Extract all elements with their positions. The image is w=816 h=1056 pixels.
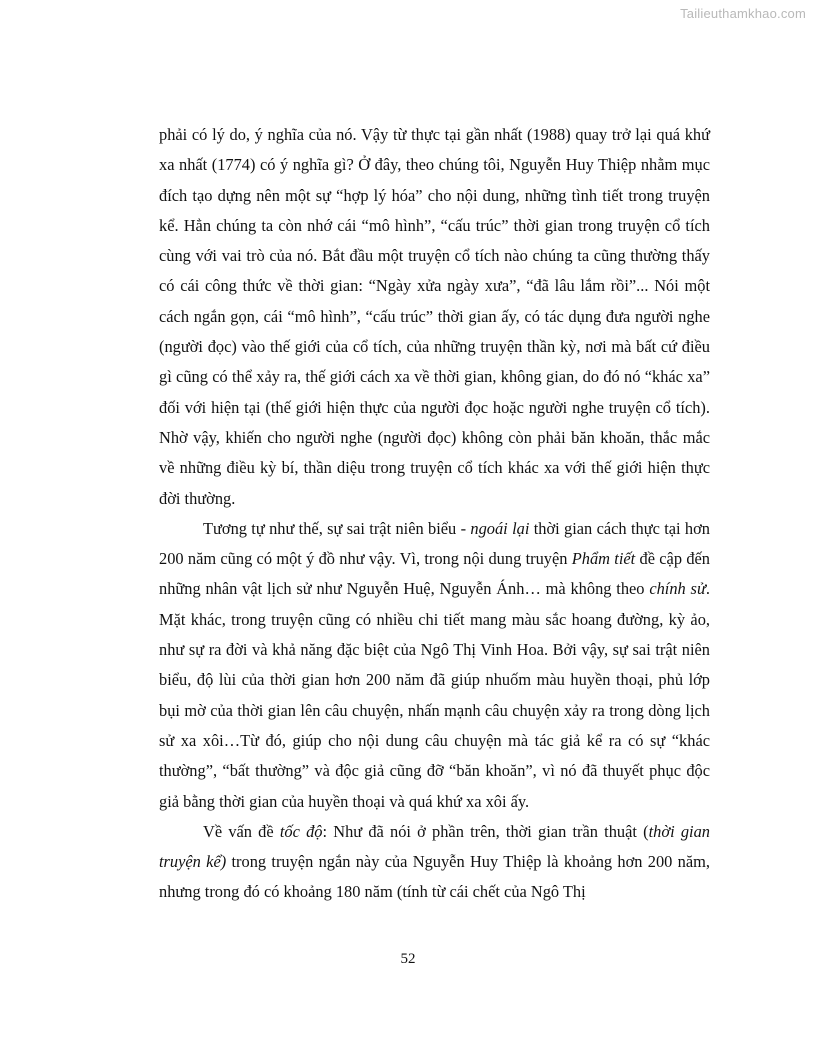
italic-text-run: thời gian truyện kể) — [159, 821, 710, 872]
italic-text-run: tốc độ — [279, 821, 323, 841]
page-number: 52 — [400, 951, 416, 967]
text-run: thời gian cách thực tại hơn 200 năm cũng có một ý đồ như vậy. Vì, trong nội dung truyện — [159, 518, 710, 569]
text-run: Về vấn đề — [203, 821, 280, 841]
text-run: trong truyện ngắn này của Nguyễn Huy Thiệp là khoảng hơn 200 năm, nhưng trong đó có khoảng 180 năm (tính từ cái chết của Ngô Thị — [159, 852, 710, 902]
page-body — [159, 120, 710, 908]
italic-text-run: Phẩm tiết — [571, 549, 636, 569]
text-run: : Như đã nói ở phần trên, thời gian trần thuật ( — [322, 821, 649, 841]
watermark: Tailieuthamkhao.com — [680, 6, 806, 21]
paragraph-1 — [159, 120, 710, 514]
paragraph-3 — [159, 817, 710, 908]
italic-text-run: chính sử — [649, 579, 706, 599]
italic-text-run: ngoái lại — [470, 518, 530, 538]
text-run: phải có lý do, ý nghĩa của nó. Vậy từ thực tại gần nhất (1988) quay trở lại quá khứ xa nhất (1774) có ý nghĩa gì? Ở đây, theo chúng tôi, Nguyễn Huy Thiệp nhằm mục đích tạo dựng nên một sự “hợp lý hóa” cho nội dung, những tình tiết trong truyện kể. Hẳn chúng ta còn nhớ cái “mô hình”, “cấu trúc” thời gian trong truyện cổ tích cùng với vai trò của nó. Bắt đầu một truyện cổ tích nào chúng ta cũng thường thấy có cái công thức về thời gian: “Ngày xửa ngày xưa”, “đã lâu lắm rồi”... Nói một cách ngắn gọn, cái “mô hình”, “cấu trúc” thời gian ấy, có tác dụng đưa người nghe (người đọc) vào thế giới của cổ tích, của những truyện thần kỳ, nơi mà bất cứ điều gì cũng có thể xảy ra, thế giới cách xa về thời gian, không gian, do đó nó “khác xa” đối với hiện tại (thế giới hiện thực của người đọc hoặc người nghe truyện cổ tích). Nhờ vậy, khiến cho người nghe (người đọc) không còn phải băn khoăn, thắc mắc về những điều kỳ bí, thần diệu trong truyện cổ tích khác xa với thế giới hiện thực đời thường. — [159, 125, 710, 508]
paragraph-2 — [159, 514, 710, 817]
text-run: . Mặt khác, trong truyện cũng có nhiều chi tiết mang màu sắc hoang đường, kỳ ảo, như sự ra đời và khả năng đặc biệt của Ngô Thị Vinh Hoa. Bởi vậy, sự sai trật niên biểu, độ lùi của thời gian hơn 200 năm đã giúp nhuốm màu huyền thoại, phủ lớp bụi mờ của thời gian lên câu chuyện, nhấn mạnh câu chuyện xảy ra trong dòng lịch sử xa xôi…Từ đó, giúp cho nội dung câu chuyện mà tác giả kể ra có sự “khác thường”, “bất thường” và độc giả cũng đỡ “băn khoăn”, vì nó đã thuyết phục độc giả bằng thời gian của huyền thoại và quá khứ xa xôi ấy. — [159, 579, 710, 811]
text-run: đề cập đến những nhân vật lịch sử như Nguyễn Huệ, Nguyễn Ánh… mà không theo — [159, 549, 710, 599]
text-run: Tương tự như thế, sự sai trật niên biểu - — [203, 518, 471, 538]
